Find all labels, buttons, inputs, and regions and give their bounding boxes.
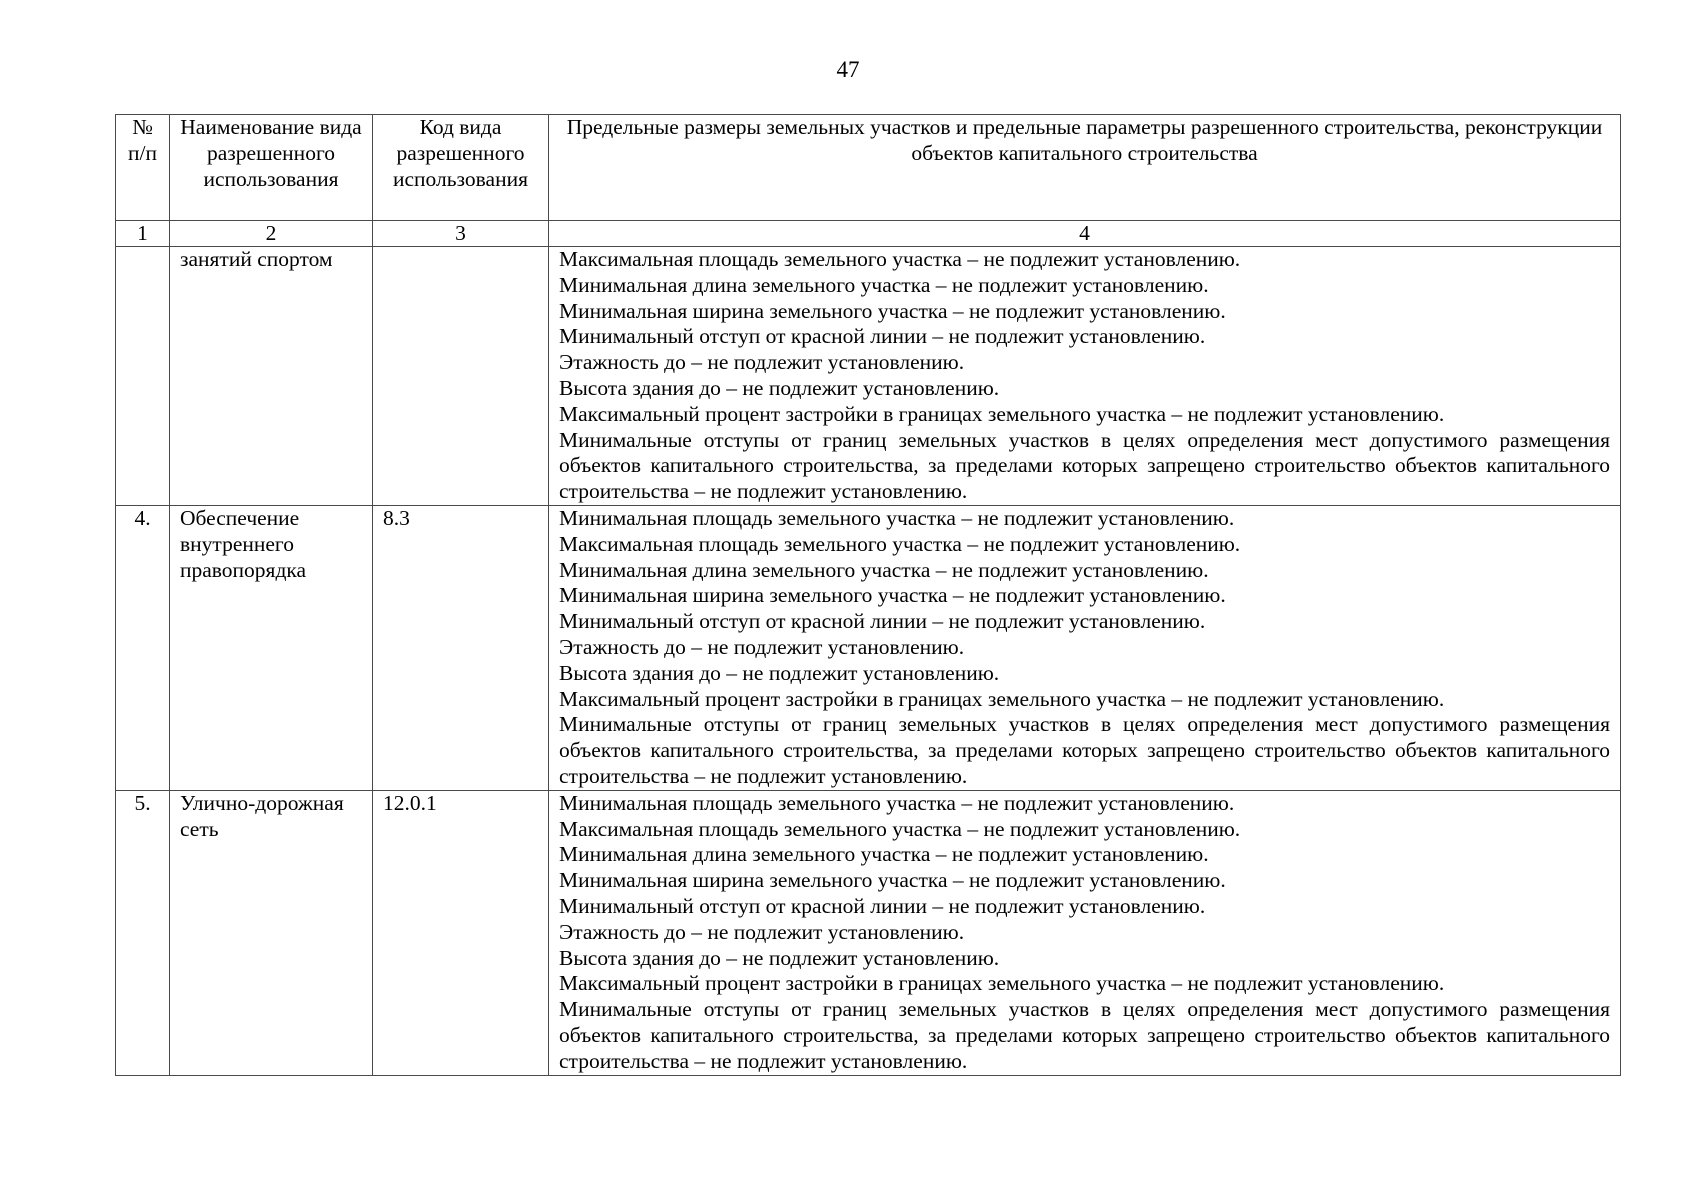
row-use-name: Обеспечение внутреннего правопорядка [170, 505, 373, 790]
row-number: 5. [116, 790, 170, 1075]
parameter-line: Максимальная площадь земельного участка – не подлежит установлению. [559, 531, 1241, 556]
header-use-name: Наименование вида разрешенного использования [170, 115, 373, 221]
header-number: № п/п [116, 115, 170, 221]
parameter-line: Максимальный процент застройки в границах земельного участка – не подлежит установлению. [559, 401, 1445, 426]
parameter-line: Минимальная площадь земельного участка – не подлежит установлению. [559, 790, 1235, 815]
parameter-line: Минимальная длина земельного участка – не подлежит установлению. [559, 272, 1209, 297]
parameter-line: Минимальный отступ от красной линии – не подлежит установлению. [559, 324, 1206, 349]
column-number: 2 [170, 221, 373, 247]
parameter-line: Максимальный процент застройки в границах земельного участка – не подлежит установлению. [559, 971, 1445, 996]
column-number-row [116, 221, 1621, 247]
table-body [116, 115, 1621, 1076]
parameter-line: Этажность до – не подлежит установлению. [559, 350, 965, 375]
row-parameters [549, 790, 1621, 1075]
parameter-line: Этажность до – не подлежит установлению. [559, 919, 965, 944]
row-number [116, 247, 170, 506]
parameter-line: Максимальный процент застройки в границах земельного участка – не подлежит установлению. [559, 686, 1445, 711]
row-use-code: 12.0.1 [373, 790, 549, 1075]
parameter-line: Минимальные отступы от границ земельных участков в целях определения мест допустимого размещения объектов капитального строительства, за пределами которых запрещено строительство объектов капитального строительства – не подлежит установлению. [559, 712, 1610, 788]
row-use-name: занятий спортом [170, 247, 373, 506]
row-number: 4. [116, 505, 170, 790]
page-number: 47 [836, 57, 860, 82]
parameter-line: Минимальные отступы от границ земельных участков в целях определения мест допустимого размещения объектов капитального строительства, за пределами которых запрещено строительство объектов капитального строительства – не подлежит установлению. [559, 427, 1610, 504]
column-number: 1 [116, 221, 170, 247]
parameter-line: Максимальная площадь земельного участка – не подлежит установлению. [559, 247, 1241, 271]
table-row [116, 790, 1621, 1075]
parameter-line: Высота здания до – не подлежит установлению. [559, 945, 1000, 970]
parameter-line: Минимальный отступ от красной линии – не подлежит установлению. [559, 893, 1206, 918]
regulations-table [115, 114, 1621, 1076]
row-parameters [549, 247, 1621, 506]
parameter-line: Минимальная ширина земельного участка – не подлежит установлению. [559, 298, 1226, 323]
table-row [116, 505, 1621, 790]
row-use-code [373, 247, 549, 506]
parameter-line: Минимальная ширина земельного участка – не подлежит установлению. [559, 583, 1226, 608]
row-use-name: Улично-дорожная сеть [170, 790, 373, 1075]
parameter-line: Минимальная ширина земельного участка – не подлежит установлению. [559, 868, 1226, 893]
parameter-line: Минимальный отступ от красной линии – не подлежит установлению. [559, 609, 1206, 634]
parameter-line: Минимальная длина земельного участка – не подлежит установлению. [559, 557, 1209, 582]
header-use-code: Код вида разрешенного использования [373, 115, 549, 221]
parameter-line: Высота здания до – не подлежит установлению. [559, 660, 1000, 685]
table-row [116, 247, 1621, 506]
parameter-line: Этажность до – не подлежит установлению. [559, 634, 965, 659]
row-use-code: 8.3 [373, 505, 549, 790]
parameter-line: Минимальные отступы от границ земельных участков в целях определения мест допустимого размещения объектов капитального строительства, за пределами которых запрещено строительство объектов капитального строительства – не подлежит установлению. [559, 997, 1610, 1073]
parameter-line: Минимальная площадь земельного участка – не подлежит установлению. [559, 505, 1235, 530]
parameter-line: Минимальная длина земельного участка – не подлежит установлению. [559, 842, 1209, 867]
parameter-line: Максимальная площадь земельного участка – не подлежит установлению. [559, 816, 1241, 841]
parameter-line: Высота здания до – не подлежит установлению. [559, 375, 1000, 400]
header-parameters: Предельные размеры земельных участков и предельные параметры разрешенного строительства, реконструкции объектов капитального строительства [549, 115, 1621, 221]
column-number: 3 [373, 221, 549, 247]
column-number: 4 [549, 221, 1621, 247]
table-header-row [116, 115, 1621, 221]
row-parameters [549, 505, 1621, 790]
